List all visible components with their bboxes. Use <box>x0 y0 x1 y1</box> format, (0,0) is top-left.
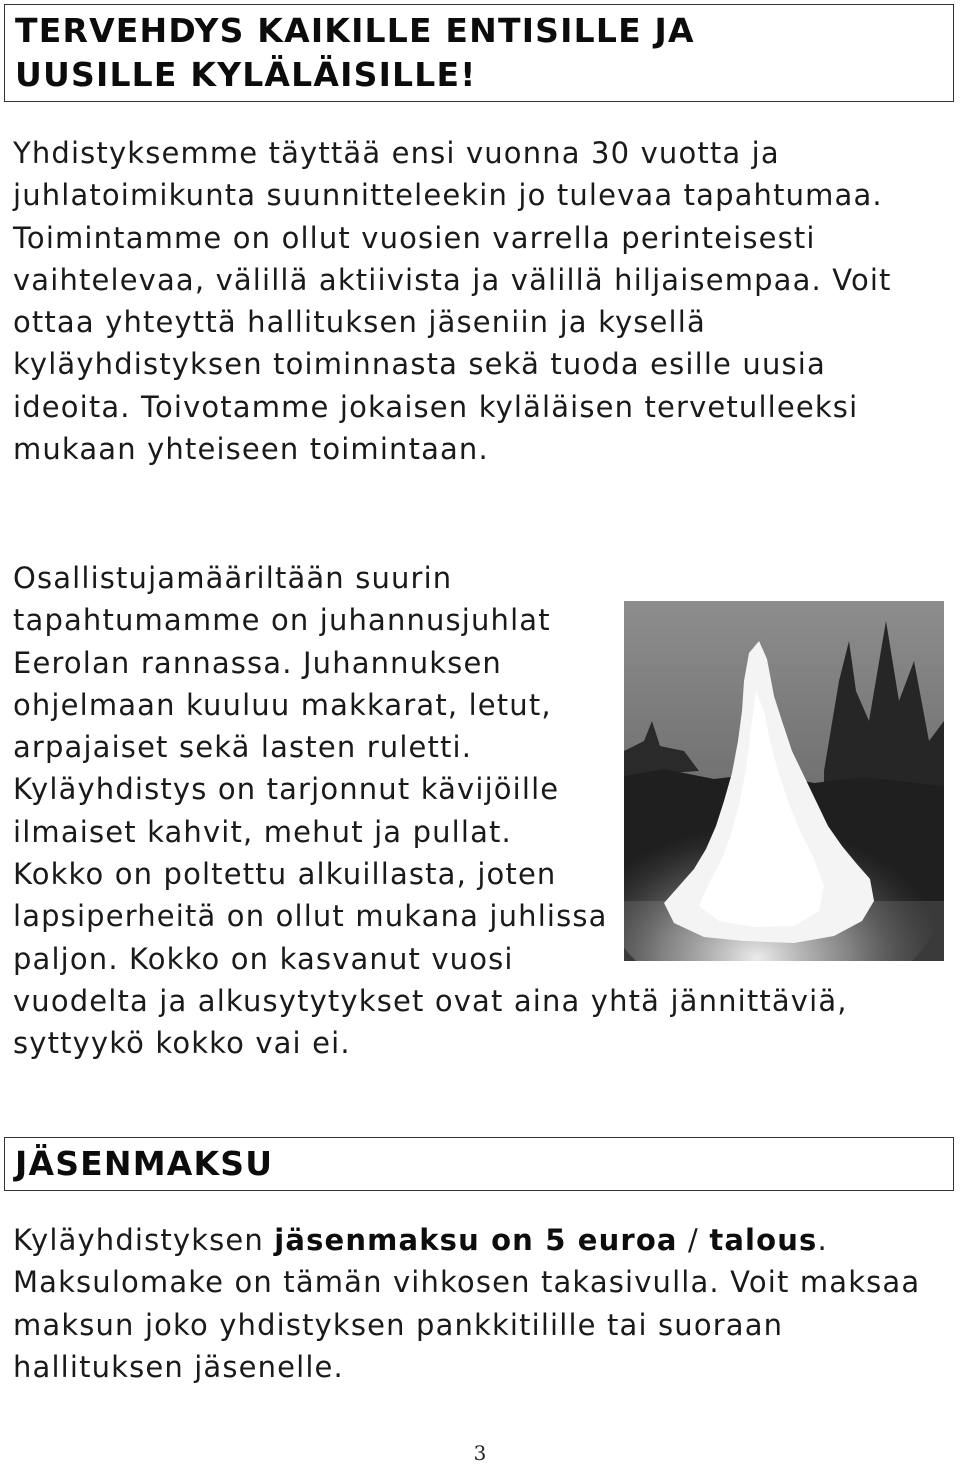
membership-text-after: . Maksulomake on tämän vihkosen takasivulla. Voit maksaa maksun joko yhdistyksen pankkitilille tai suoraan hallituksen jäsenelle. <box>13 1223 921 1384</box>
membership-text-before: Kyläyhdistyksen <box>13 1223 275 1257</box>
greeting-heading <box>4 4 954 102</box>
midsummer-section <box>13 557 953 1065</box>
bonfire-photo <box>624 601 944 961</box>
greeting-heading-line-2: UUSILLE KYLÄLÄISILLE! <box>15 55 477 94</box>
midsummer-paragraph: Osallistujamääriltään suurin tapahtumamme on juhannusjuhlat Eerolan rannassa. Juhannuksen ohjelmaan kuuluu makkarat, letut, arpajaiset sekä lasten ruletti. Kyläyhdistys on tarjonnut kävijöille ilmaiset kahvit, mehut ja pullat. Kokko on poltettu alkuillasta, joten lapsiperheitä on ollut mukana juhlissa paljon. Kokko on kasvanut vuosi vuodelta ja alkusytytykset ovat aina yhtä jännittäviä, syttyykö kokko vai ei. <box>13 561 848 1061</box>
greeting-heading-line-1: TERVEHDYS KAIKILLE ENTISILLE JA <box>15 11 695 50</box>
membership-heading-text: JÄSENMAKSU <box>15 1144 274 1183</box>
membership-paragraph <box>13 1219 953 1388</box>
page-number: 3 <box>473 1441 487 1465</box>
membership-fee: jäsenmaksu on 5 euroa <box>274 1223 678 1257</box>
bonfire-photo-svg <box>624 601 944 961</box>
membership-heading <box>4 1137 954 1191</box>
membership-slash: / <box>677 1223 710 1257</box>
membership-unit: talous <box>709 1223 818 1257</box>
greeting-paragraph: Yhdistyksemme täyttää ensi vuonna 30 vuotta ja juhlatoimikunta suunnitteleekin jo tulevaa tapahtumaa. Toimintamme on ollut vuosien varrella perinteisesti vaihtelevaa, välillä aktiivista ja välillä hiljaisempaa. Voit ottaa yhteyttä hallituksen jäseniin ja kysellä kyläyhdistyksen toiminnasta sekä tuoda esille uusia ideoita. Toivotamme jokaisen kyläläisen tervetulleeksi mukaan yhteiseen toimintaan. <box>13 136 892 467</box>
